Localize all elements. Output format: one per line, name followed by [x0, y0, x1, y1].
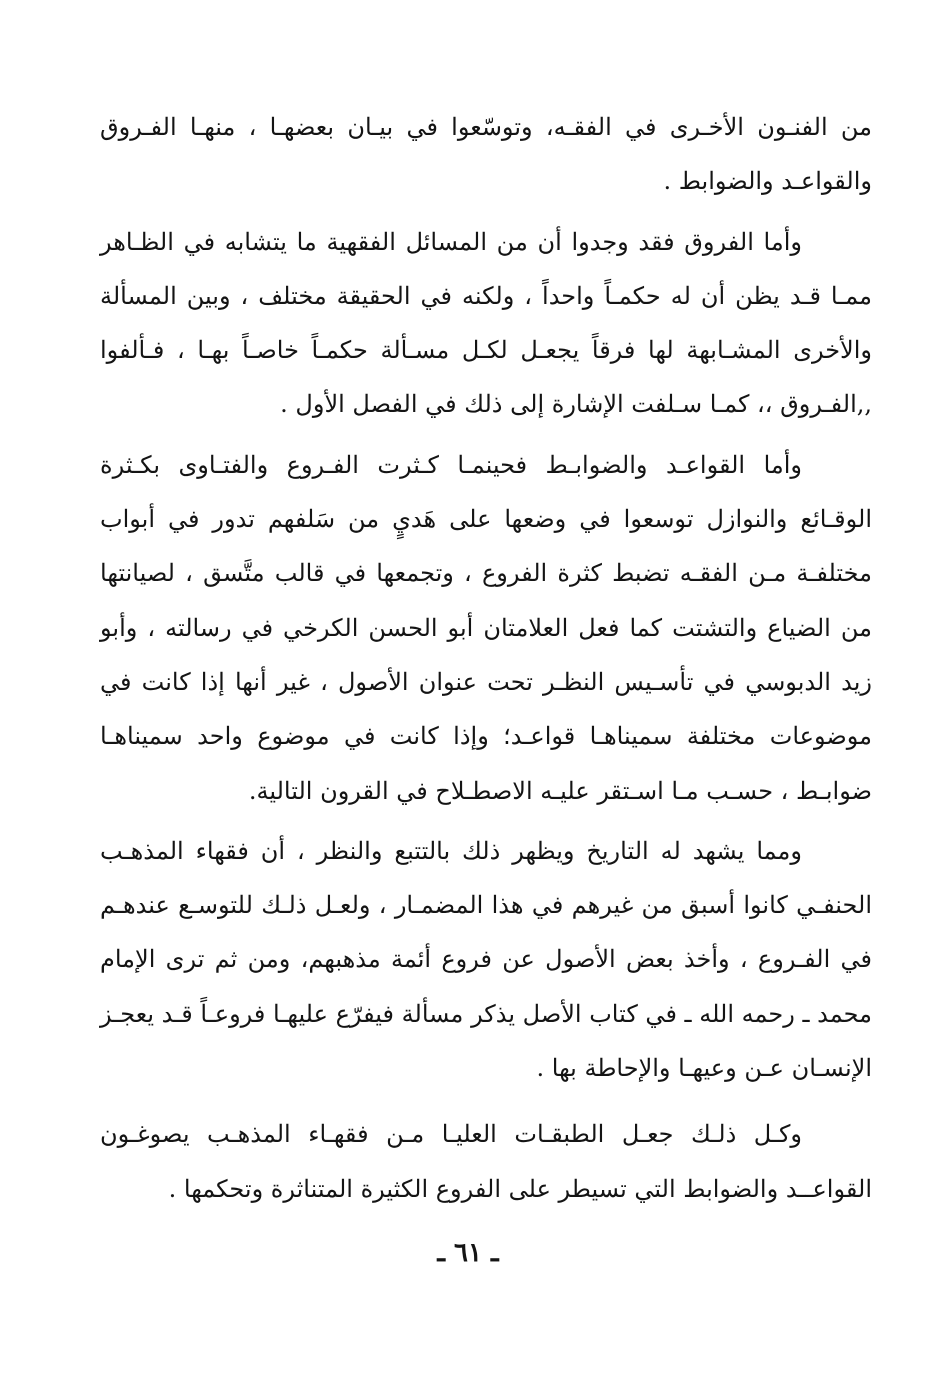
paragraph-2: وأما الفروق فقد وجدوا أن من المسائل الفقهية ما يتشابه في الظـاهر ممـا قـد يظن أن له حكمـاً واحداً ، ولكنه في الحقيقة مختلف ، وبين المسألة والأخرى المشـابهة لها فرقاً يجعـل لكـل مسـألة حكمـاً خاصـاً بهـا ، فـألفوا ,,الفـروق ،، كمـا سـلفت الإشارة إلى ذلك في الفصل الأول .: [100, 227, 872, 419]
paragraph-5: وكـل ذلـك جعـل الطبقـات العليـا مـن فقهـاء المذهـب يصوغـون القواعــد والضوابط التي تسيطر على الفروع الكثيرة المتناثرة وتحكمها .: [100, 1120, 872, 1203]
paragraph-1: من الفنـون الأخـرى في الفقـه، وتوسّعوا في بيـان بعضهـا ، منهـا الفـروق والقواعـد والضوابط .: [100, 113, 872, 196]
paragraph-3: وأما القواعـد والضوابـط فحينمـا كـثرت الفـروع والفتـاوى بكـثرة الوقـائع والنوازل توسعوا في وضعها على هَديٍ من سَلفهم تدور في أبواب مختلفـة مـن الفقـه تضبط كثرة الفروع ، وتجمعها في قالب متَّسق ، لصيانتها من الضياع والتشتت كما فعل العلامتان أبو الحسن الكرخي في رسالته ، وأبو زيد الدبوسي في تأسـيس النظـر تحت عنوان الأصول ، غير أنها إذا كانت في موضوعات مختلفة سميناهـا قواعـد؛ وإذا كانت في موضوع واحد سميناهـا ضوابـط ، حسـب مـا اسـتقر عليـه الاصطـلاح في القرون التالية.: [100, 450, 872, 805]
paragraph-4: ومما يشهد له التاريخ ويظهر ذلك بالتتبع والنظر ، أن فقهاء المذهـب الحنفـي كانوا أسبق من غيرهم في هذا المضمـار ، ولعـل ذلـك للتوسـع عندهـم في الفـروع ، وأخذ بعض الأصول عن فروع أئمة مذهبهم، ومن ثم ترى الإمام محمد ـ رحمه الله ـ في كتاب الأصل يذكر مسألة فيفرّع عليهـا فروعـاً قـد يعجـز الإنسـان عـن وعيهـا والإحاطة بها .: [100, 836, 872, 1083]
page-body: [100, 100, 872, 1216]
page-number: ـ ٦١ ـ: [437, 1238, 499, 1268]
